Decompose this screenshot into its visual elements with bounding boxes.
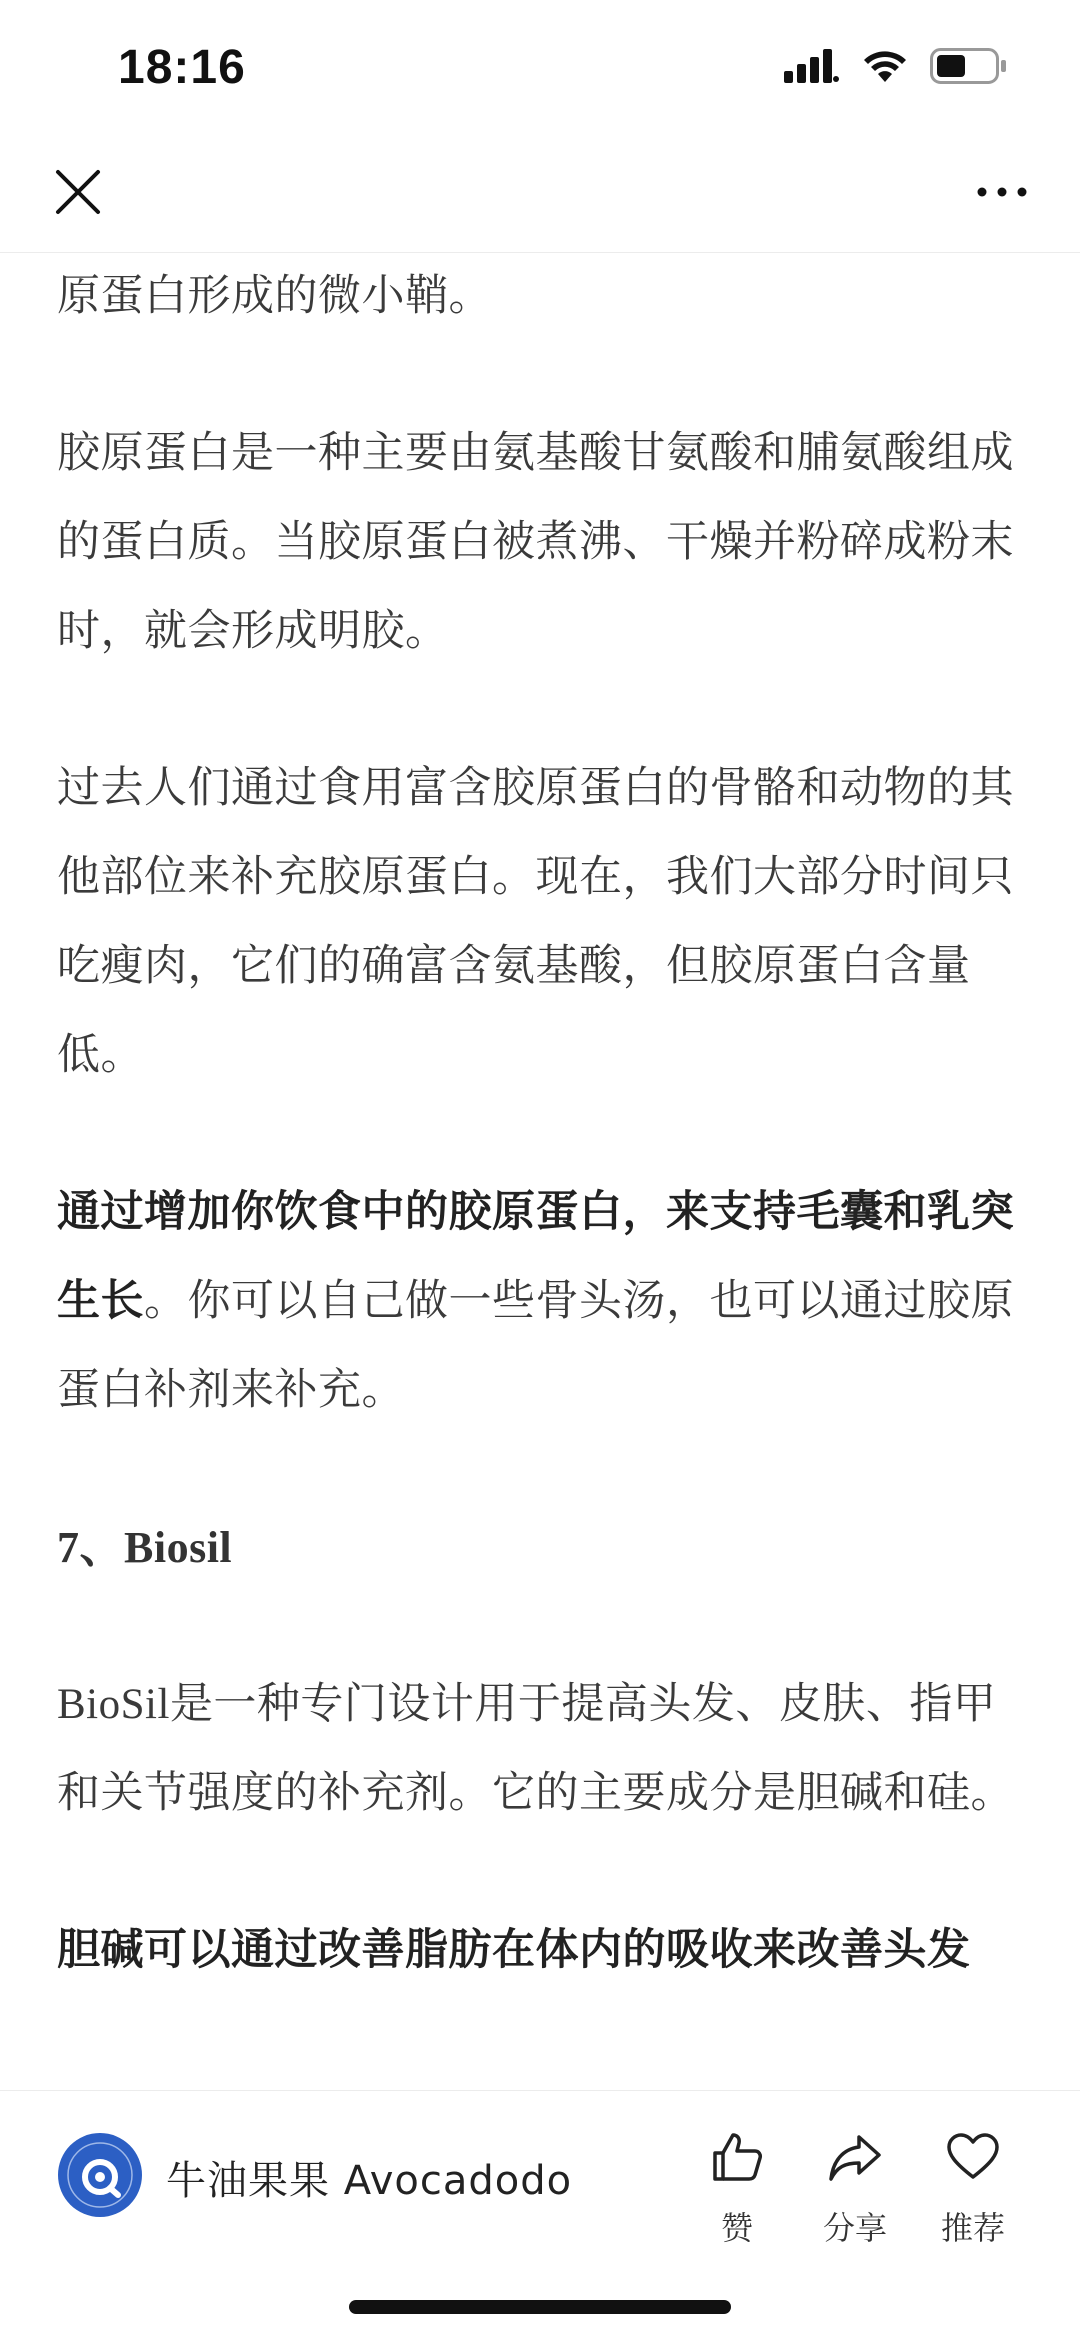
article-paragraph: 过去人们通过食用富含胶原蛋白的骨骼和动物的其他部位来补充胶原蛋白。现在，我们大部分时间只吃瘦肉，它们的确富含氨基酸，但胶原蛋白含量低。 [57,763,1014,1080]
paragraph-text: 。你可以自己做一些骨头汤，也可以通过胶原蛋白补剂来补充。 [57,1276,1014,1415]
status-icons [784,48,1008,84]
thumbs-up-icon [709,2129,765,2185]
battery-icon [930,48,1008,84]
article-paragraph [57,1660,1023,1838]
account-name[interactable]: 牛油果果 Avocadodo [166,2158,573,2204]
signal-icon [784,49,840,83]
status-bar [0,0,1080,140]
paragraph-text: 是一种专门设计用于提高头发、皮肤、指甲和关节强度的补充剂。它的主要成分是胆碱和硅。 [57,1679,1014,1818]
article-paragraph: 胶原蛋白是一种主要由氨基酸甘氨酸和脯氨酸组成的蛋白质。当胶原蛋白被煮沸、干燥并粉碎成粉末时，就会形成明胶。 [57,428,1014,656]
like-label: 赞 [720,2209,753,2247]
avocado-logo-icon [58,2133,142,2217]
home-indicator[interactable] [349,2300,731,2314]
share-icon [827,2129,883,2185]
bold-text: 通过增加你饮食中的胶原蛋白，来支持毛囊和乳突生长 [57,1187,1014,1326]
recommend-button[interactable] [918,2129,1028,2249]
article-paragraph: 原蛋白形成的微小鞘。 [57,271,492,321]
more-icon[interactable] [974,174,1030,210]
heart-icon [945,2129,1001,2185]
status-time: 18:16 [118,41,246,94]
wifi-icon [862,49,908,83]
like-button[interactable] [682,2129,792,2249]
recommend-label: 推荐 [940,2209,1005,2247]
account-avatar[interactable] [58,2133,142,2217]
article-paragraph: 胆碱可以通过改善脂肪在体内的吸收来改善头发 [57,1925,971,1975]
share-button[interactable] [800,2129,910,2249]
nav-bar [0,140,1080,253]
close-icon[interactable] [50,164,106,220]
article-paragraph [57,1168,1023,1435]
article-body [57,252,1023,2090]
share-label: 分享 [822,2209,887,2247]
brand-text: BioSil [57,1681,170,1728]
section-heading: 7、Biosil [57,1523,233,1572]
